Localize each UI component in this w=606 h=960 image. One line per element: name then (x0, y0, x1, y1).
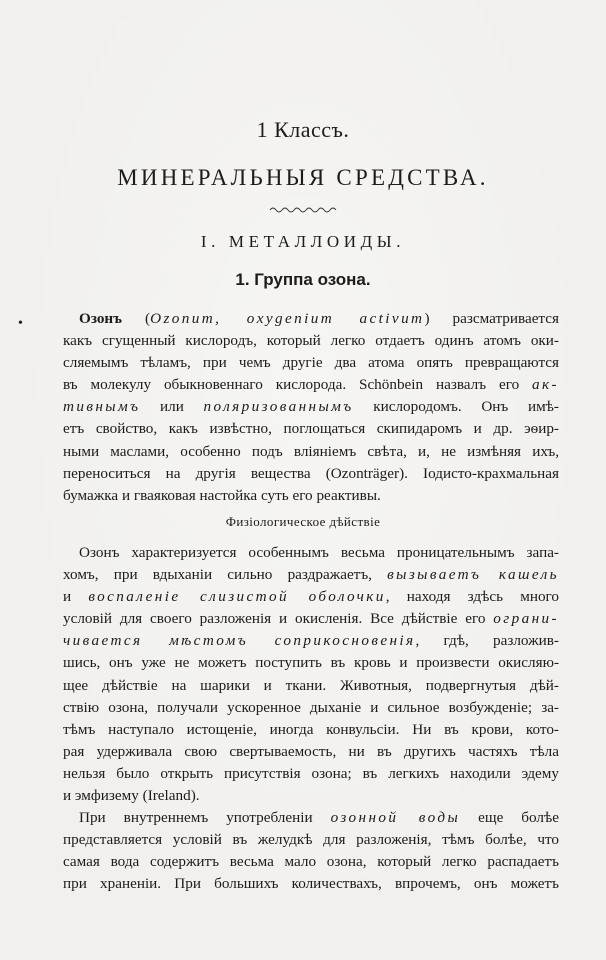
emphasis: вызываетъ кашель (387, 566, 559, 584)
text-line (63, 807, 559, 829)
text-line: ными маслами, особенно подъ вліяніемъ свѣта, и, не измѣняя ихъ, (63, 442, 559, 460)
text-fragment: условій для своего разложенія и окисленія. Все дѣйствіе его (63, 610, 494, 628)
emphasis: озонной воды (330, 809, 461, 827)
emphasis: тивнымъ (63, 398, 141, 416)
text-fragment: кислородомъ. Онъ имѣ- (353, 398, 559, 416)
text-line: и эмфизему (Ireland). (63, 787, 200, 805)
text-line: бумажка и гваяковая настойка суть его реактивы. (63, 486, 381, 504)
text-line (63, 586, 559, 608)
lead-word: Озонъ (79, 310, 123, 327)
text-line: сляемымъ тѣламъ, при чемъ другіе два атома опять превращаются (63, 354, 559, 372)
part-title: МИНЕРАЛЬНЫЯ СРЕДСТВА. (117, 165, 489, 190)
text-line (63, 564, 559, 586)
text-line: представляется условій въ желудкѣ для разложенія, тѣмъ болѣе, что (63, 831, 559, 849)
emphasis: воспаленіе слизистой оболочки (88, 588, 386, 606)
text-line: при храненіи. При большихъ количествахъ, впрочемъ, онъ можетъ (63, 875, 559, 893)
emphasis: чивается мѣстомъ соприкосновенія (63, 632, 416, 650)
text-fragment: хомъ, при вдыханіи сильно раздражаетъ, (63, 566, 388, 584)
paragraph-physiological-action (63, 542, 559, 896)
text-fragment: ( (145, 310, 151, 327)
emphasis: ак- (532, 376, 559, 394)
text-line (63, 308, 559, 330)
text-line: щее дѣйствіе на шарики и ткани. Животныя, подвергнутыя дѣй- (63, 676, 559, 694)
class-heading: 1 Классъ. (256, 117, 350, 142)
text-line: ствію озона, получали ускоренное дыханіе и сильное возбужденіе; за- (63, 698, 559, 716)
text-line: шись, онъ уже не можетъ поступить въ кровь и произвести окисляю- (63, 654, 559, 672)
text-fragment: или (140, 398, 204, 416)
group-title: 1. Группа озона. (235, 270, 371, 289)
ornament-divider (268, 205, 338, 215)
text-line (63, 630, 559, 652)
text-line: рая удерживала свою свертываемость, ни въ другихъ частяхъ тѣла (63, 742, 559, 760)
text-line: Озонъ характеризуется особеннымъ весьма проницательнымъ запа- (79, 544, 559, 561)
text-line (63, 396, 559, 418)
text-line (63, 374, 559, 396)
text-fragment: При внутреннемъ употребленіи (79, 809, 331, 827)
text-line: переноситься на другія вещества (Ozonträger). Іодисто-крахмальная (63, 464, 559, 482)
emphasis: ограни- (493, 610, 559, 628)
text-fragment: ) разсматривается (424, 310, 559, 327)
margin-mark: • (18, 316, 23, 331)
paragraph-ozone-intro (63, 308, 559, 507)
text-line: тѣмъ наступало истощеніе, иногда конвульсіи. Ни въ крови, кото- (63, 720, 559, 738)
text-line: какъ сгущенный кислородъ, который легко отдаетъ одинъ атомъ оки- (63, 332, 559, 350)
text-fragment: и (63, 588, 89, 606)
latin-name: Ozonum, oxygenium activum (150, 310, 425, 327)
text-line: нельзя было открыть присутствія озона; въ легкихъ находили эдему (63, 764, 559, 782)
text-fragment: , гдѣ, разложив- (415, 632, 559, 650)
emphasis: поляризованнымъ (203, 398, 354, 416)
text-line (63, 608, 559, 630)
section-title: I. МЕТАЛЛОИДЫ. (200, 232, 406, 251)
text-line: етъ свойство, какъ извѣстно, поглощаться скипидаромъ и др. эѳир- (63, 420, 559, 438)
text-fragment: , находя здѣсь много (385, 588, 559, 606)
text-line: самая вода содержитъ весьма мало озона, который легко распадаетъ (63, 853, 559, 871)
subheading-physiological-action: Физіологическое дѣйствіе (225, 514, 381, 529)
text-fragment: въ молекулу обыкновеннаго кислорода. Schönbein назвалъ его (63, 376, 533, 394)
text-fragment: еще болѣе (460, 809, 559, 827)
